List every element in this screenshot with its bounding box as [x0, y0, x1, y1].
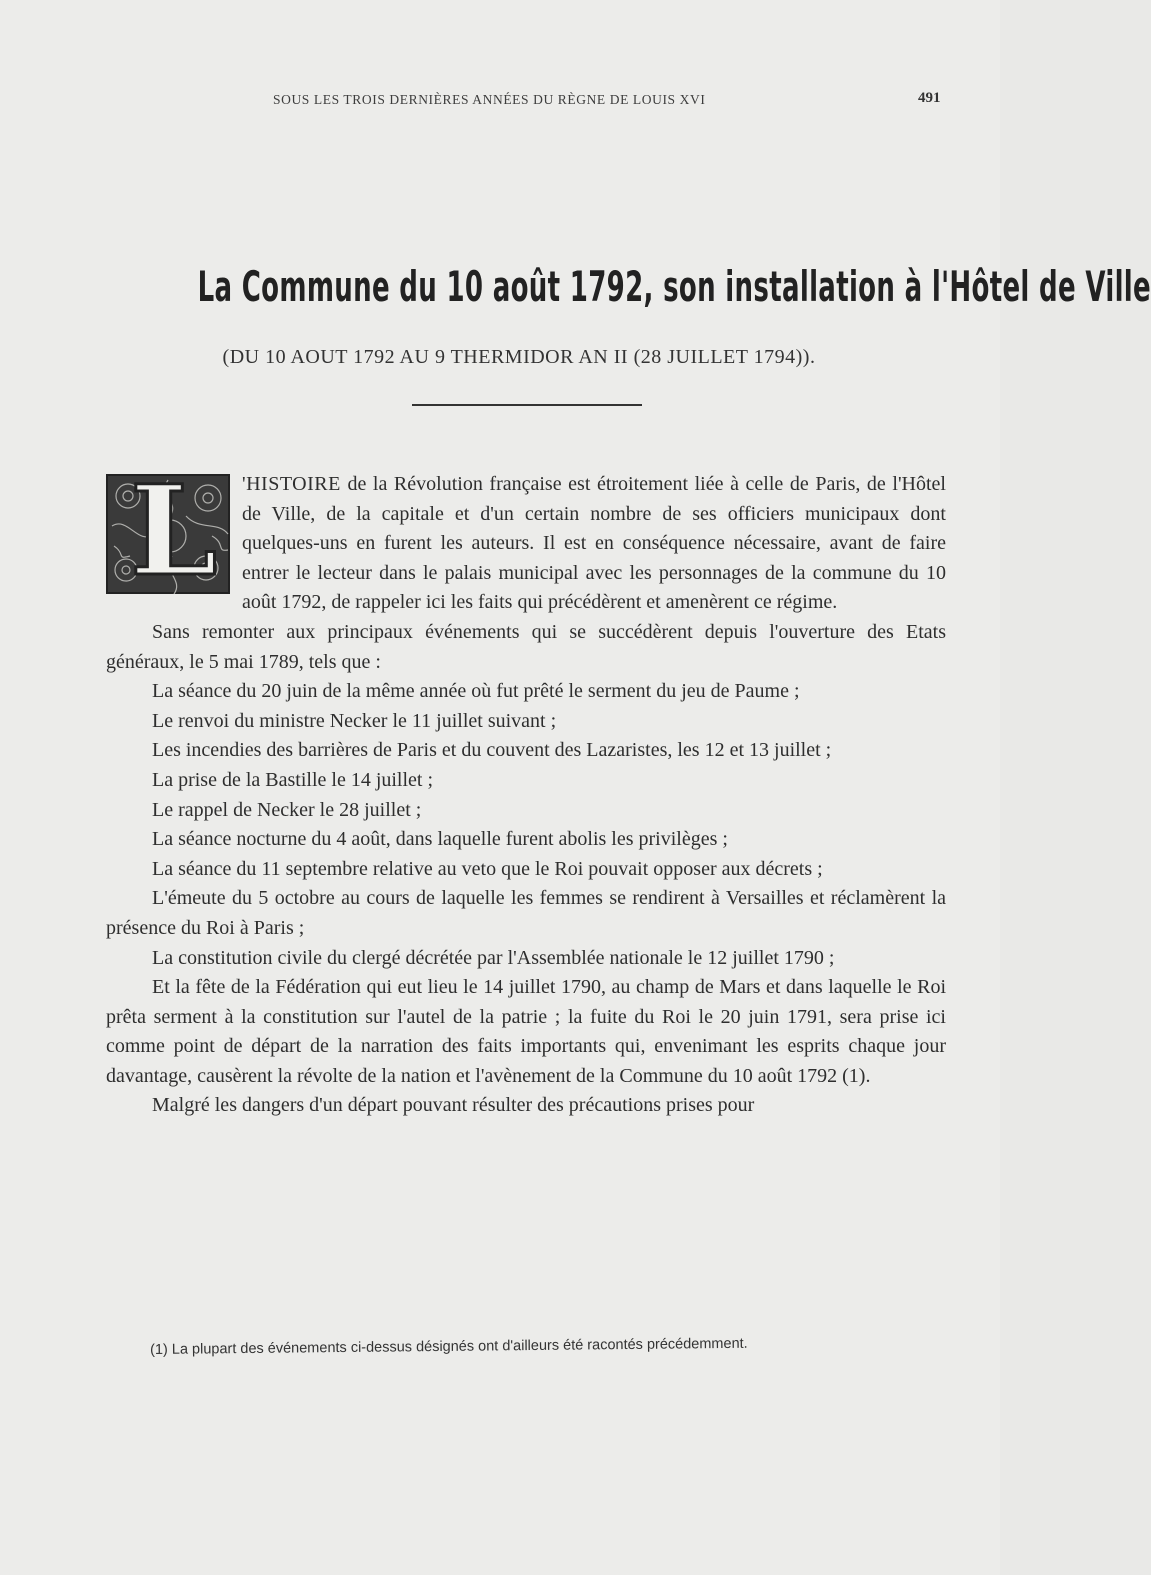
- paragraph: La prise de la Bastille le 14 juillet ;: [152, 768, 434, 791]
- chapter-title: La Commune du 10 août 1792, son installation à l'Hôtel de Ville: [197, 262, 1151, 311]
- paragraph: Les incendies des barrières de Paris et du couvent des Lazaristes, les 12 et 13 juillet ;: [152, 739, 832, 762]
- paragraph: La séance du 11 septembre relative au veto que le Roi pouvait opposer aux décrets ;: [152, 857, 823, 880]
- paragraph: La séance nocturne du 4 août, dans laquelle furent abolis les privilèges ;: [152, 828, 728, 851]
- paragraph: Le rappel de Necker le 28 juillet ;: [152, 798, 422, 821]
- paragraph: Malgré les dangers d'un départ pouvant résulter des précautions prises pour: [152, 1094, 755, 1117]
- chapter-subtitle: (DU 10 AOUT 1792 AU 9 THERMIDOR AN II (28 JUILLET 1794)).: [222, 346, 816, 368]
- opening-paragraph: [106, 459, 946, 618]
- opening-text: de la Révolution française est étroitement liée à celle de Paris, de l'Hôtel de Ville, de la capitale et d'un certain nombre de ses officiers municipaux dont quelques-uns en furent les auteurs. Il est en conséquence nécessaire, avant de faire entrer le lecteur dans le palais municipal avec les personnages de la commune du 10 août 1792, de rappeler ici les faits qui précédèrent et amenèrent ce régime.: [242, 473, 946, 614]
- title-divider: [412, 404, 642, 406]
- paragraph: Le renvoi du ministre Necker le 11 juillet suivant ;: [152, 709, 557, 732]
- paragraph: Et la fête de la Fédération qui eut lieu le 14 juillet 1790, au champ de Mars et dans laquelle le Roi prêta serment à la constitution sur l'autel de la patrie ; la fuite du Roi le 20 juin 1791, sera prise ici comme point de départ de la narration des faits importants qui, envenimant les esprits chaque jour davantage, causèrent la révolte de la nation et l'avènement de la Commune du 10 août 1792 (1).: [106, 976, 946, 1087]
- paragraph: L'émeute du 5 octobre au cours de laquelle les femmes se rendirent à Versailles et réclamèrent la présence du Roi à Paris ;: [106, 887, 946, 939]
- dropcap-letter: L: [130, 459, 218, 604]
- paragraph: La constitution civile du clergé décrétée par l'Assemblée nationale le 12 juillet 1790 ;: [152, 946, 835, 969]
- opening-lead-word: 'HISTOIRE: [242, 473, 341, 495]
- ornamental-dropcap: [106, 459, 230, 604]
- paragraph: Sans remonter aux principaux événements qui se succédèrent depuis l'ouverture des Etats généraux, le 5 mai 1789, tels que :: [106, 620, 946, 673]
- footnote: (1) La plupart des événements ci-dessus désignés ont d'ailleurs été racontés précédemment.: [150, 1335, 748, 1358]
- page-number: 491: [918, 90, 941, 106]
- running-head-title: SOUS LES TROIS DERNIÈRES ANNÉES DU RÈGNE DE LOUIS XVI: [273, 92, 706, 107]
- body-text: [106, 459, 946, 1121]
- paragraph: La séance du 20 juin de la même année où fut prêté le serment du jeu de Paume ;: [152, 680, 800, 703]
- running-head: [0, 90, 1000, 114]
